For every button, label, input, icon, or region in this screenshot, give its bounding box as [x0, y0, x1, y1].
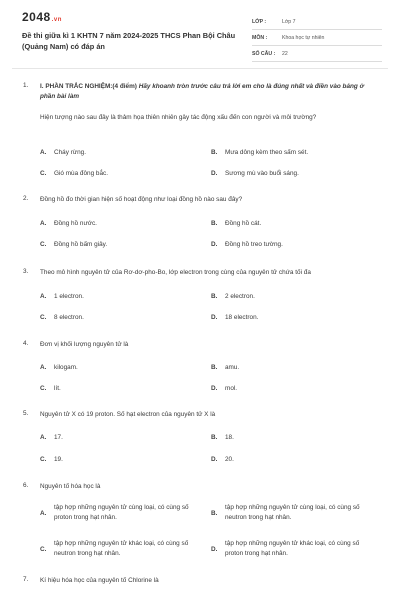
option-label: A. — [40, 220, 47, 227]
option-text: tập hợp những nguyên tử khác loại, có cùng số proton trong hạt nhân. — [225, 540, 360, 557]
option-label: A. — [40, 434, 47, 441]
option-label: D. — [211, 456, 218, 463]
option-label: B. — [211, 293, 218, 300]
option-label: A. — [40, 293, 47, 300]
question-number: 1. — [23, 82, 29, 89]
exam-meta-table — [252, 14, 382, 62]
option-text: Đồng hồ cát. — [225, 220, 262, 227]
option-text: 1 electron. — [54, 293, 84, 300]
section-title — [40, 82, 380, 102]
option-text: Mưa dông kèm theo sấm sét. — [225, 149, 309, 156]
option-text: Đồng hồ treo tường. — [225, 241, 283, 248]
option-text: Sương mù vào buổi sáng. — [225, 170, 299, 177]
question-text: Đơn vị khối lượng nguyên tử là — [40, 341, 129, 348]
question-text: Nguyên tử X có 19 proton. Số hạt electron của nguyên tử X là — [40, 411, 216, 418]
option-label: D. — [211, 385, 218, 392]
meta-row-grade — [252, 14, 382, 30]
option-text: Đồng hồ nước. — [54, 220, 97, 227]
option-text: 2 electron. — [225, 293, 255, 300]
option-text: tập hợp những nguyên tử cùng loại, có cùng số proton trong hạt nhân. — [54, 504, 189, 521]
option-label: A. — [40, 510, 47, 517]
option-label: C. — [40, 456, 47, 463]
option-label: C. — [40, 241, 47, 248]
logo-text: 2048 — [22, 10, 51, 24]
header-divider — [12, 68, 388, 69]
option-text: kilogam. — [54, 364, 78, 371]
option-label: B. — [211, 510, 218, 517]
meta-row-count — [252, 46, 382, 62]
option-text: Cháy rừng. — [54, 149, 86, 156]
option-label: D. — [211, 546, 218, 553]
option-label: D. — [211, 241, 218, 248]
question-text: Nguyên tố hóa học là — [40, 483, 101, 490]
page-header — [0, 0, 400, 62]
question-number: 6. — [23, 482, 29, 489]
option-label: D. — [211, 314, 218, 321]
option-label: B. — [211, 434, 218, 441]
section-instruction: Hãy khoanh tròn trước câu trả lời em cho là đúng nhất và điền vào bảng ở phần bài làm — [40, 83, 364, 100]
exam-title: Đề thi giữa kì 1 KHTN 7 năm 2024-2025 THCS Phan Bội Châu (Quảng Nam) có đáp án — [22, 31, 236, 51]
meta-row-subject — [252, 30, 382, 46]
option-label: B. — [211, 364, 218, 371]
site-logo[interactable] — [22, 10, 62, 24]
question-number: 2. — [23, 195, 29, 202]
option-text: 20. — [225, 456, 234, 463]
meta-value: Lớp 7 — [282, 18, 296, 25]
option-label: B. — [211, 220, 218, 227]
option-label: C. — [40, 170, 47, 177]
option-text: Gió mùa đông bắc. — [54, 170, 108, 177]
option-text: lít. — [54, 385, 61, 392]
meta-value: Khoa học tự nhiên — [282, 34, 325, 41]
option-label: C. — [40, 546, 47, 553]
option-text: 18. — [225, 434, 234, 441]
question-text: Đồng hồ đo thời gian hiện số hoạt động như loại đồng hồ nào sau đây? — [40, 196, 243, 203]
option-label: C. — [40, 314, 47, 321]
question-number: 4. — [23, 340, 29, 347]
question-text: Theo mô hình nguyên tử của Rơ-dơ-pho-Bo, lớp electron trong cùng của nguyên tử chứa tối đa — [40, 269, 311, 276]
question-text: Kí hiệu hóa học của nguyên tố Chlorine là — [40, 577, 159, 584]
option-text: amu. — [225, 364, 240, 371]
meta-value: 22 — [282, 50, 288, 57]
option-label: B. — [211, 149, 218, 156]
option-text: tập hợp những nguyên tử cùng loại, có cùng số neutron trong hạt nhân. — [225, 504, 360, 521]
option-label: A. — [40, 149, 47, 156]
section-title-bold: I. PHẦN TRẮC NGHIỆM:(4 điểm) — [40, 83, 137, 90]
logo-tld: .vn — [51, 17, 62, 23]
option-text: 8 electron. — [54, 314, 84, 321]
option-text: tập hợp những nguyên tử khác loại, có cùng số neutron trong hạt nhân. — [54, 540, 189, 557]
option-text: 19. — [54, 456, 63, 463]
option-label: D. — [211, 170, 218, 177]
option-text: mol. — [225, 385, 238, 392]
question-number: 3. — [23, 268, 29, 275]
question-number: 5. — [23, 410, 29, 417]
meta-key: LỚP : — [252, 18, 267, 25]
option-text: 18 electron. — [225, 314, 259, 321]
meta-key: SỐ CÂU : — [252, 50, 276, 57]
meta-key: MÔN : — [252, 34, 268, 41]
option-label: A. — [40, 364, 47, 371]
option-label: C. — [40, 385, 47, 392]
question-text: Hiện tượng nào sau đây là thảm họa thiên nhiên gây tác động xấu đến con người và môi trường? — [40, 114, 317, 121]
option-text: 17. — [54, 434, 63, 441]
option-text: Đồng hồ bấm giây. — [54, 241, 108, 248]
question-number: 7. — [23, 576, 29, 583]
